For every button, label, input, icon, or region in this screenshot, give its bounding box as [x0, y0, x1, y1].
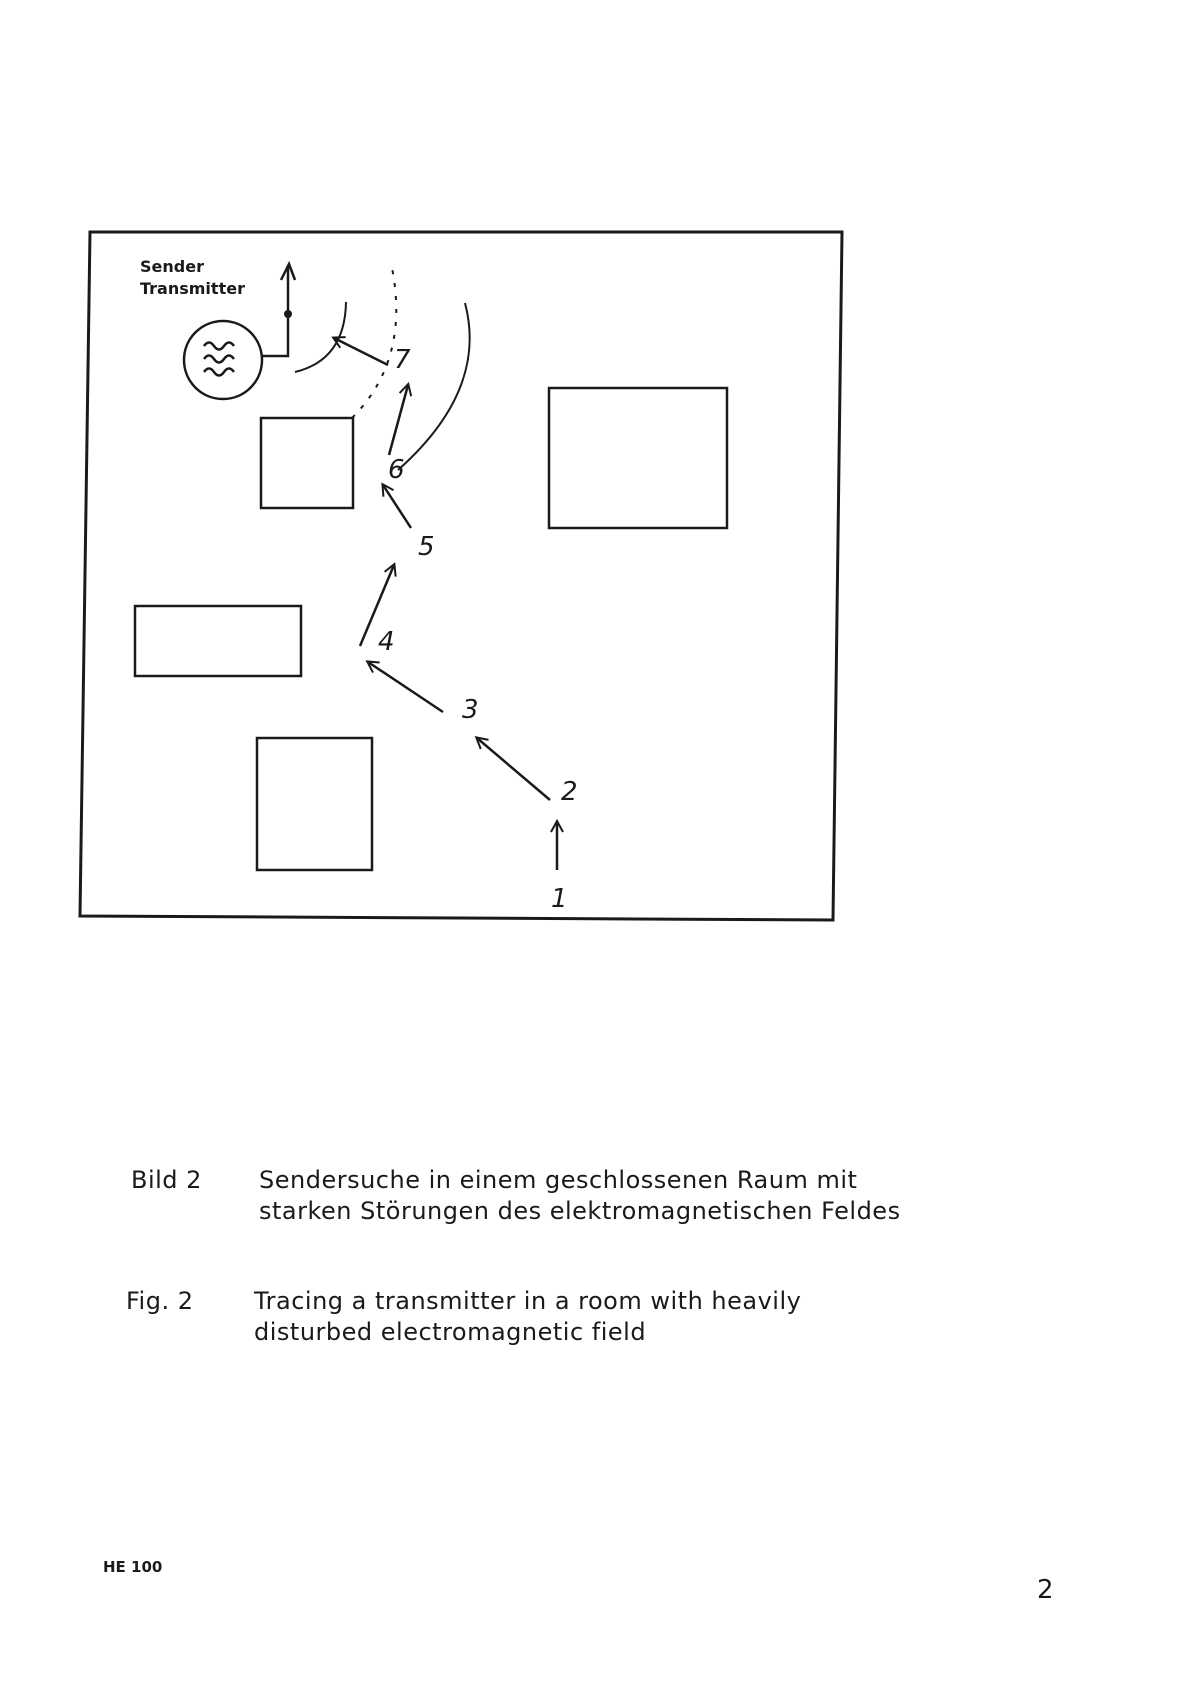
obstacle-right [549, 388, 727, 528]
transmitter-label-de: Sender [140, 257, 204, 276]
field-wave-middle [352, 268, 396, 418]
transmitter-icon [184, 321, 262, 399]
path-arrow-5-6 [383, 485, 411, 528]
step-label-3: 3 [462, 695, 479, 725]
caption-english-line-1: Tracing a transmitter in a room with heavily [254, 1287, 802, 1315]
path-arrow-6-7 [389, 385, 408, 455]
step-label-6: 6 [388, 455, 405, 485]
caption-german-text [259, 1165, 901, 1227]
step-label-5: 5 [418, 532, 435, 562]
caption-german-line-1: Sendersuche in einem geschlossenen Raum mit [259, 1166, 858, 1194]
path-arrow-3-4 [368, 662, 443, 712]
obstacle-mid-left [135, 606, 301, 676]
path-arrow-2-3 [477, 738, 550, 800]
step-label-2: 2 [561, 777, 578, 807]
caption-english-text [254, 1286, 801, 1348]
caption-english-tag: Fig. 2 [126, 1287, 194, 1315]
path-arrow-7-transmitter [334, 338, 388, 365]
transmitter-label-en: Transmitter [140, 279, 245, 298]
step-label-7: 7 [394, 345, 411, 375]
caption-german-line-2: starken Störungen des elektromagnetischen Feldes [259, 1197, 901, 1225]
field-wave-inner [295, 302, 346, 372]
step-label-4: 4 [378, 627, 395, 657]
caption-german-tag: Bild 2 [131, 1166, 202, 1194]
caption-english-line-2: disturbed electromagnetic field [254, 1318, 647, 1346]
page-number: 2 [1037, 1575, 1054, 1605]
step-label-1: 1 [551, 884, 568, 914]
obstacle-lower-left [257, 738, 372, 870]
document-code: HE 100 [103, 1558, 163, 1576]
antenna-icon [262, 264, 295, 356]
obstacle-upper-left [261, 418, 353, 508]
